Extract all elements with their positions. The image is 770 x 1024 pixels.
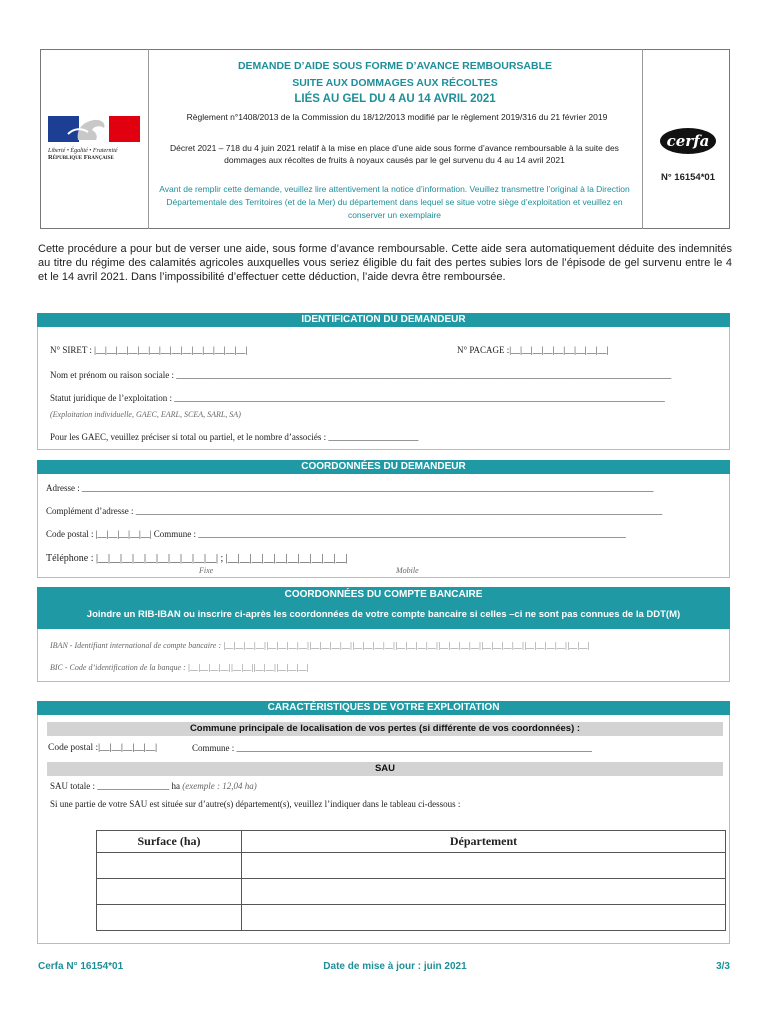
coordonnees-header: COORDONNÉES DU DEMANDEUR (37, 460, 730, 474)
title-line-3: LIÉS AU GEL DU 4 AU 14 AVRIL 2021 (294, 93, 496, 105)
complement-adresse-field[interactable]: Complément d’adresse : _____________________________________________________________________________________________________________________ (46, 506, 663, 516)
statut-field[interactable]: Statut juridique de l’exploitation : _____________________________________________________________________________________________________________ (50, 393, 665, 403)
surface-cell[interactable] (97, 905, 242, 931)
sau-header: SAU (47, 762, 723, 776)
header-divider-left (148, 49, 149, 229)
title-line-2: SUITE AUX DOMMAGES AUX RÉCOLTES (292, 77, 498, 89)
telephone-mobile-label: Mobile (396, 566, 419, 575)
notice-text: Avant de remplir cette demande, veuillez lire attentivement la notice d’information. Veuillez transmettre l’original à la Direction Départementale des Territoires (et de la Mer) du département dans lequel se situe votre siège d’exploitation et veuillez en conserver un exemplaire (159, 184, 630, 220)
exploitation-code-postal-field[interactable]: Code postal :|__|__|__|__|__| (48, 743, 158, 753)
bancaire-header (37, 587, 730, 629)
pacage-field[interactable]: N° PACAGE :|__|__|__|__|__|__|__|__|__| (457, 345, 609, 355)
sau-totale-label: SAU totale : ________________ ha (50, 781, 180, 791)
surface-header: Surface (ha) (97, 831, 242, 853)
header-divider-right (642, 49, 643, 229)
bancaire-subtitle: Joindre un RIB-IBAN ou inscrire ci-après les coordonnées de votre compte bancaire si celles –ci ne sont pas connues de la DDT(M) (86, 609, 681, 620)
exploitation-header: CARACTÉRISTIQUES DE VOTRE EXPLOITATION (37, 701, 730, 715)
telephone-field[interactable]: Téléphone : |__|__|__|__|__|__|__|__|__|__| ; |__|__|__|__|__|__|__|__|__|__| (46, 553, 348, 564)
sau-example: (exemple : 12,04 ha) (182, 781, 257, 791)
table-row (97, 853, 726, 879)
departement-cell[interactable] (242, 905, 726, 931)
sau-note: Si une partie de votre SAU est située sur d’autre(s) département(s), veuillez l’indiquer dans le tableau ci-dessous : (50, 799, 461, 809)
bic-field[interactable]: BIC - Code d’identification de la banque : |__|__|__|__||__|__||__|__||__|__|__| (50, 663, 309, 672)
table-row (97, 905, 726, 931)
logo-motto: Liberté • Égalité • Fraternité (48, 148, 118, 154)
footer-cerfa-number: Cerfa N° 16154*01 (38, 961, 124, 972)
footer-update-date: Date de mise à jour : juin 2021 (323, 961, 467, 972)
marianne-flag-icon (48, 116, 140, 142)
surface-cell[interactable] (97, 879, 242, 905)
commune-localisation-header: Commune principale de localisation de vos pertes (si différente de vos coordonnées) : (47, 722, 723, 736)
departement-cell[interactable] (242, 879, 726, 905)
sau-totale-field[interactable] (50, 781, 450, 791)
regulation-text: Règlement n°1408/2013 de la Commission du 18/12/2013 modifié par le règlement 2019/316 du 21 février 2019 (186, 112, 608, 122)
siret-field[interactable]: N° SIRET : |__|__|__|__|__|__|__|__|__|__|__|__|__|__| (50, 345, 248, 355)
intro-paragraph: Cette procédure a pour but de verser une aide, sous forme d’avance remboursable. Cette aide sera automatiquement déduite des indemnités au titre du régime des calamités agricoles auxquelles vous seriez éligible du fait des pertes subies lors de l’épisode de gel survenu entre le 4 et le 14 avril 2021. Dans l’impossibilité d’effectuer cette déduction, l’aide devra être remboursée. (38, 243, 732, 283)
cerfa-logo: cerfa (660, 128, 716, 154)
logo-name: République Française (48, 154, 114, 161)
republique-francaise-logo (48, 116, 140, 162)
table-row (97, 879, 726, 905)
identification-header: IDENTIFICATION DU DEMANDEUR (37, 313, 730, 327)
form-number: N° 16154*01 (661, 172, 715, 183)
adresse-field[interactable]: Adresse : _______________________________________________________________________________________________________________________________ (46, 483, 654, 493)
form-title (150, 60, 640, 105)
gaec-field[interactable]: Pour les GAEC, veuillez préciser si total ou partiel, et le nombre d’associés : ____________________ (50, 432, 419, 442)
identification-section (37, 313, 730, 450)
decree-text: Décret 2021 – 718 du 4 juin 2021 relatif à la mise en place d’une aide sous forme d’avance remboursable à la suite des dommages aux récoltes de fruits à noyaux causés par le gel survenu du 4 au 14 avril 2021 (170, 143, 619, 165)
nom-field[interactable]: Nom et prénom ou raison sociale : ______________________________________________________________________________________________________________ (50, 370, 672, 380)
bancaire-title: COORDONNÉES DU COMPTE BANCAIRE (284, 589, 483, 600)
departement-header: Département (242, 831, 726, 853)
footer-page-number: 3/3 (716, 961, 730, 972)
surface-cell[interactable] (97, 853, 242, 879)
code-postal-commune-field[interactable]: Code postal : |__|__|__|__|__| Commune : _______________________________________________________________________________________________ (46, 529, 626, 539)
exploitation-commune-field[interactable]: Commune : _______________________________________________________________________________ (192, 743, 592, 753)
iban-field[interactable]: IBAN - Identifiant international de compte bancaire : |__|__|__|__||__|__|__|__||__|__|__|__||__|__|__|__||__|__|__|__||__|__|__|__||__|__|__|__||__|__|__|__||__|__| (50, 641, 590, 650)
table-header-row (97, 831, 726, 853)
telephone-fixe-label: Fixe (199, 566, 214, 575)
statut-hint: (Exploitation individuelle, GAEC, EARL, SCEA, SARL, SA) (50, 410, 241, 419)
surface-departement-table (96, 830, 726, 931)
departement-cell[interactable] (242, 853, 726, 879)
title-line-1: DEMANDE D’AIDE SOUS FORME D’AVANCE REMBOURSABLE (237, 60, 553, 72)
